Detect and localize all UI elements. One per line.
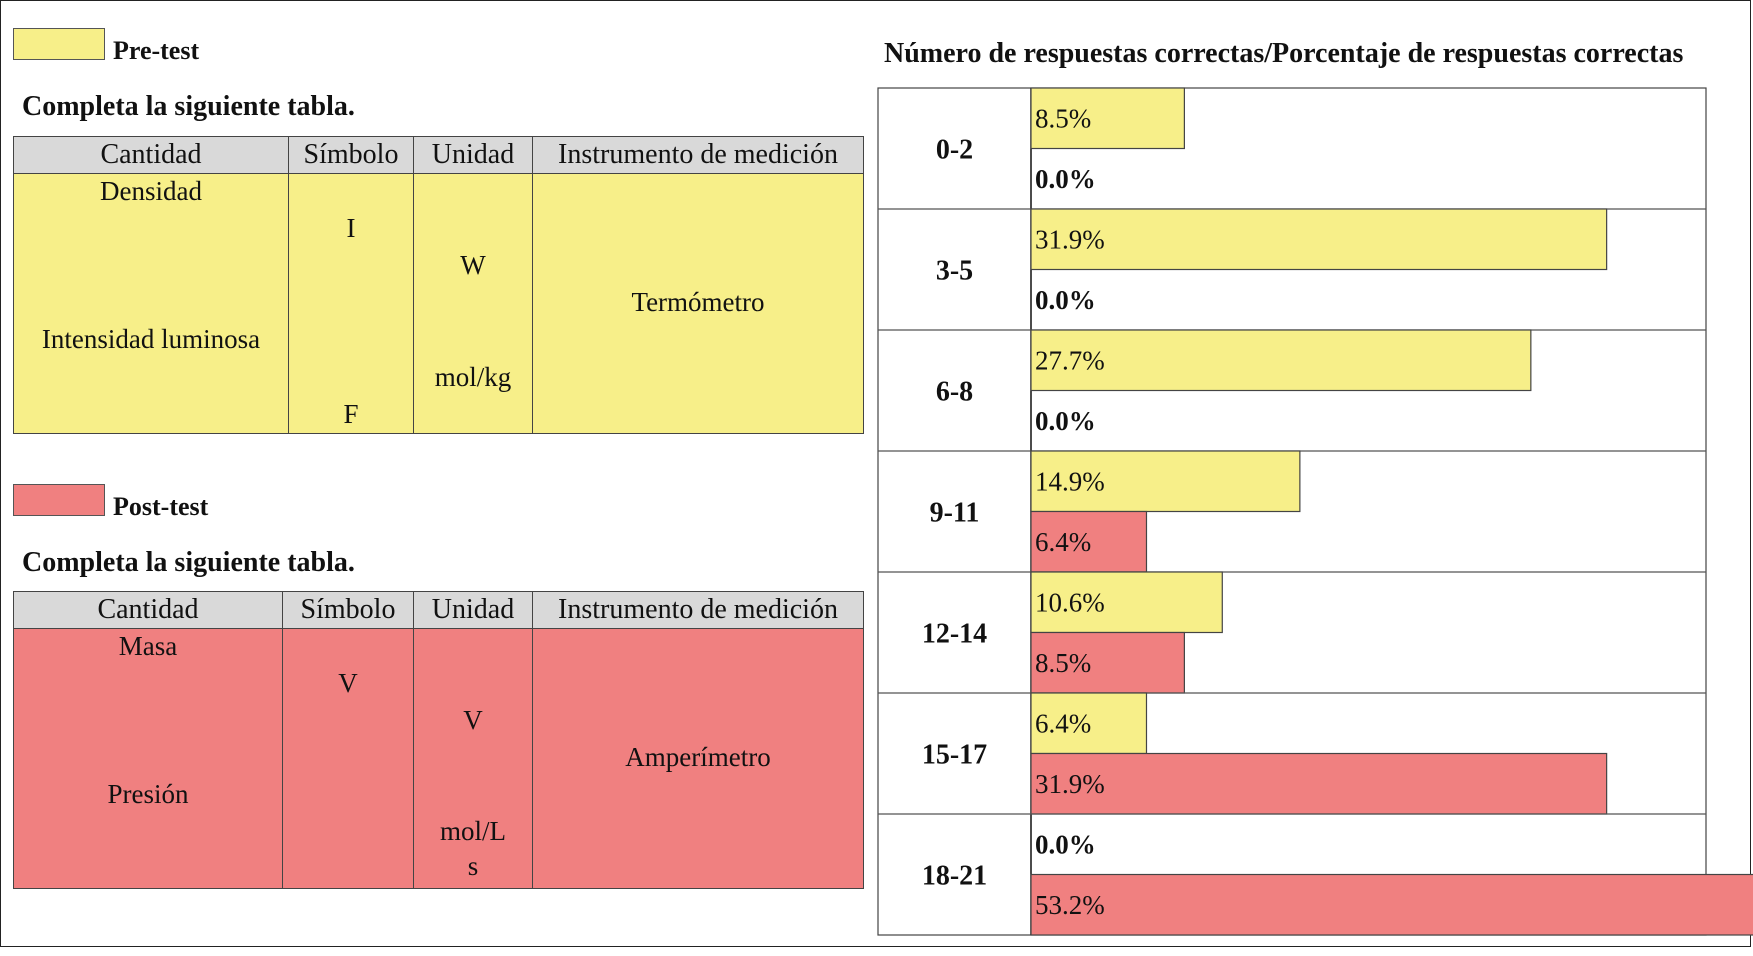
header-simbolo: Símbolo bbox=[283, 592, 414, 629]
cell-text: V bbox=[338, 668, 358, 698]
pretest-legend-label: Pre-test bbox=[113, 36, 200, 65]
cell-text: Masa bbox=[118, 631, 178, 661]
pretest-bar bbox=[1031, 330, 1531, 391]
posttest-data-label: 31.9% bbox=[1035, 768, 1105, 799]
posttest-bar bbox=[1031, 875, 1753, 936]
pretest-data-label: 27.7% bbox=[1035, 345, 1105, 376]
category-label: 12-14 bbox=[921, 618, 988, 650]
pretest-data-label: 8.5% bbox=[1035, 103, 1092, 134]
pretest-data-label: 31.9% bbox=[1035, 224, 1105, 255]
pretest-data-label: 10.6% bbox=[1035, 587, 1105, 618]
header-unidad: Unidad bbox=[414, 592, 533, 629]
category-label: 6-8 bbox=[935, 376, 974, 408]
cell-text: Amperímetro bbox=[625, 742, 771, 772]
cell-text: mol/kg bbox=[434, 362, 512, 392]
posttest-data-label: 53.2% bbox=[1035, 889, 1105, 920]
pretest-table-heading: Completa la siguiente tabla. bbox=[22, 91, 355, 122]
category-label: 3-5 bbox=[935, 255, 974, 287]
category-label: 9-11 bbox=[929, 497, 980, 529]
category-label: 18-21 bbox=[921, 860, 988, 892]
cell-text: mol/L bbox=[440, 816, 506, 846]
pretest-bar bbox=[1031, 209, 1607, 270]
header-simbolo: Símbolo bbox=[289, 137, 414, 174]
posttest-data-label: 0.0% bbox=[1035, 405, 1096, 436]
header-instrumento: Instrumento de medición bbox=[533, 137, 864, 174]
header-cantidad: Cantidad bbox=[14, 137, 289, 174]
posttest-table-heading: Completa la siguiente tabla. bbox=[22, 547, 355, 578]
header-cantidad: Cantidad bbox=[14, 592, 283, 629]
pretest-data-label: 6.4% bbox=[1035, 708, 1092, 739]
cell-text: Densidad bbox=[100, 176, 202, 206]
pretest-data-label: 14.9% bbox=[1035, 466, 1105, 497]
chart-title: Número de respuestas correctas/Porcentaje de respuestas correctas bbox=[884, 38, 1684, 69]
posttest-bar bbox=[1031, 754, 1607, 815]
category-label: 0-2 bbox=[935, 134, 974, 166]
category-label: 15-17 bbox=[921, 739, 988, 771]
cell-text: Termómetro bbox=[631, 287, 765, 317]
posttest-legend-label: Post-test bbox=[113, 492, 209, 521]
header-instrumento: Instrumento de medición bbox=[533, 592, 864, 629]
cell-text: F bbox=[343, 399, 359, 429]
cell-text: I bbox=[346, 213, 356, 243]
posttest-data-label: 8.5% bbox=[1035, 647, 1092, 678]
header-unidad: Unidad bbox=[414, 137, 533, 174]
cell-text: Presión bbox=[107, 779, 189, 809]
cell-text: V bbox=[463, 705, 483, 735]
cell-text: W bbox=[460, 250, 486, 280]
cell-text: Intensidad luminosa bbox=[41, 324, 261, 354]
pretest-data-label: 0.0% bbox=[1035, 829, 1096, 860]
posttest-data-label: 0.0% bbox=[1035, 284, 1096, 315]
posttest-data-label: 6.4% bbox=[1035, 526, 1092, 557]
cell-text: s bbox=[467, 851, 479, 881]
posttest-data-label: 0.0% bbox=[1035, 163, 1096, 194]
